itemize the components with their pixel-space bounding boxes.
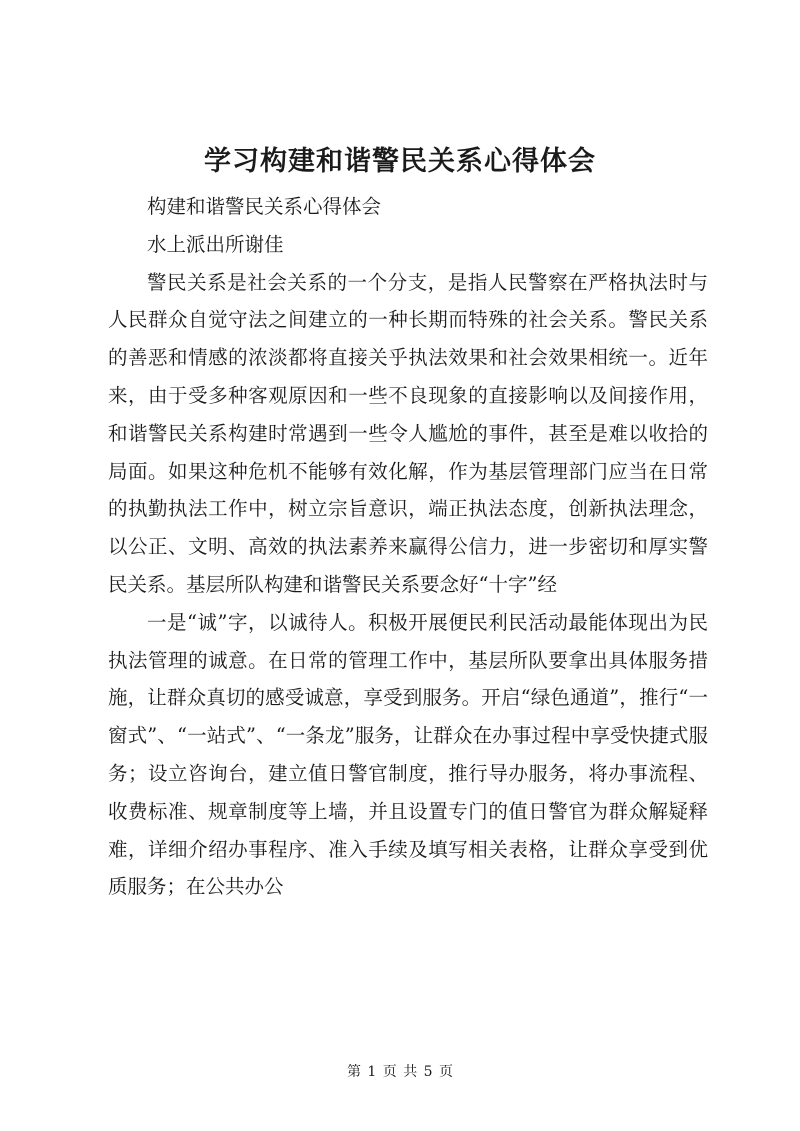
document-subtitle: 构建和谐警民关系心得体会: [147, 195, 382, 218]
document-title: 学习构建和谐警民关系心得体会: [204, 146, 596, 177]
page-number: 第 1 页: [346, 1064, 397, 1080]
document-author: 水上派出所谢佳: [147, 232, 284, 256]
page-footer: [0, 1062, 800, 1082]
paragraph: 警民关系是社会关系的一个分支，是指人民警察在严格执法时与人民群众自觉守法之间建立的一种长期而特殊的社会关系。警民关系的善恶和情感的浓淡都将直接关乎执法效果和社会效果相统一。近年来，由于受多种客观原因和一些不良现象的直接影响以及间接作用，和谐警民关系构建时常遇到一些令人尴尬的事件，甚至是难以收拾的局面。如果这种危机不能够有效化解，作为基层管理部门应当在日常的执勤执法工作中，树立宗旨意识，端正执法态度，创新执法理念，以公正、文明、高效的执法素养来赢得公信力，进一步密切和厚实警民关系。基层所队构建和谐警民关系要念好“十字”经: [108, 270, 708, 596]
document-body: [108, 188, 708, 906]
paragraph: 一是“诚”字，以诚待人。积极开展便民利民活动最能体现出为民执法管理的诚意。在日常的管理工作中，基层所队要拿出具体服务措施，让群众真切的感受诚意，享受到服务。开启“绿色通道”，推行“一窗式”、“一站式”、“一条龙”服务，让群众在办事过程中享受快捷式服务；设立咨询台，建立值日警官制度，推行导办服务，将办事流程、收费标准、规章制度等上墙，并且设置专门的值日警官为群众解疑释难，详细介绍办事程序、准入手续及填写相关表格，让群众享受到优质服务；在公共办公: [108, 610, 708, 899]
page-total: 共 5 页: [403, 1064, 454, 1080]
